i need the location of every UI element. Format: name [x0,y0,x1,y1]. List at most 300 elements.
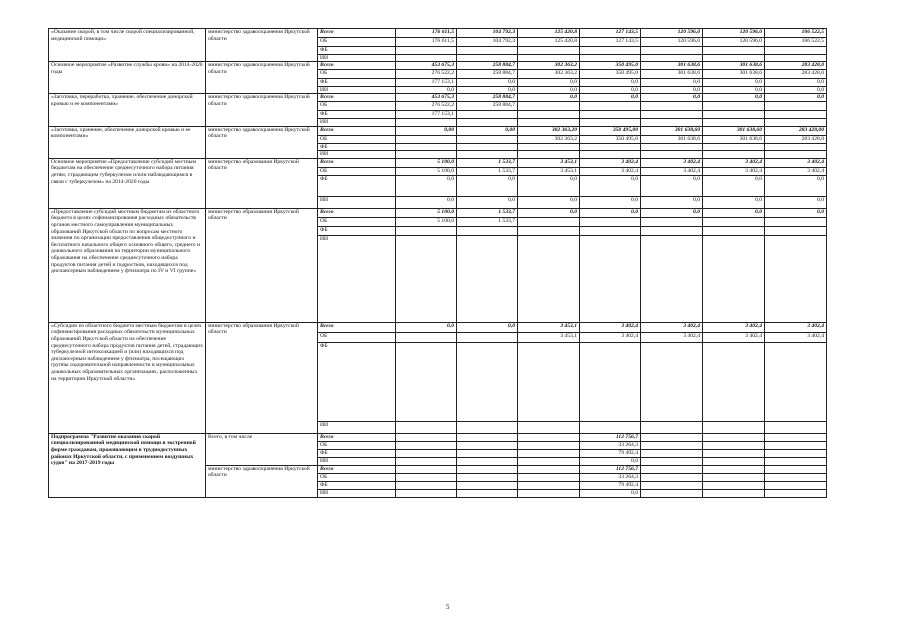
amount-cell [457,457,518,465]
amount-cell: 3 402,4 [641,332,703,342]
amount-cell: 0,0 [580,86,641,94]
funding-source: ОБ [318,217,396,226]
amount-cell: 350 495,0 [580,135,641,143]
amount-cell [518,143,580,151]
amount-cell [518,54,580,62]
funding-source: Всего [318,208,396,217]
activity-name: «Предоставление субсидий местным бюджетам из областного бюджета в целях софинансирования расходных обязательств органов местного самоуправления муниципальных образований Иркутской области по вопросам местного значения по организации предоставления общедоступного и бесплатного начального общего основного общего, среднего и дошкольного образования на территории муниципального образования на обеспечение среднесуточного набора продуктов питания детей и подростков, находящихся под диспансерным наблюдением у фтизиатра по IV и VI группе» [49,208,206,322]
amount-cell: 3 402,4 [580,167,641,175]
amount-cell: 0,0 [703,196,765,208]
amount-cell [580,102,641,111]
amount-cell [703,433,765,441]
funding-source: ОБ [318,135,396,143]
amount-cell [518,102,580,111]
amount-cell [641,143,703,151]
amount-cell [641,449,703,457]
funding-source: ФБ [318,111,396,119]
amount-cell [703,226,765,235]
amount-cell [457,332,518,342]
amount-cell: 3 453,1 [518,332,580,342]
amount-cell: 33 264,3 [580,473,641,481]
amount-cell: 79 492,4 [580,449,641,457]
amount-cell: 3 402,4 [703,332,765,342]
amount-cell: 3 402,4 [765,332,827,342]
amount-cell [518,465,580,473]
amount-cell [396,457,457,465]
amount-cell [396,421,457,433]
amount-cell: 258 884,7 [457,94,518,102]
amount-cell: 0,0 [765,175,827,196]
amount-cell: 283 428,00 [765,126,827,135]
table-row [49,322,827,332]
amount-cell: 3 402,4 [703,322,765,332]
amount-cell [703,151,765,159]
amount-cell [703,489,765,497]
activity-name: «Оказание скорой, в том числе скорой специализированной, медицинской помощи» [49,29,206,62]
funding-source: ОБ [318,441,396,449]
executor-name: министерство образования Иркутской области [206,208,318,322]
amount-cell [396,47,457,55]
amount-cell [518,226,580,235]
amount-cell [641,421,703,433]
amount-cell [580,111,641,119]
amount-cell [641,473,703,481]
amount-cell [580,47,641,55]
amount-cell [457,342,518,421]
amount-cell [641,226,703,235]
amount-cell [457,473,518,481]
amount-cell: 3 402,4 [765,167,827,175]
amount-cell: 0,0 [703,175,765,196]
amount-cell: 283 428,0 [765,62,827,70]
amount-cell: 79 492,4 [580,481,641,489]
amount-cell: 301 638,60 [703,126,765,135]
amount-cell [518,449,580,457]
funding-source: ИИ [318,118,396,126]
amount-cell [396,135,457,143]
amount-cell: 0,0 [580,208,641,217]
amount-cell [457,118,518,126]
amount-cell: 0,0 [703,79,765,87]
amount-cell: 0,0 [641,79,703,87]
amount-cell [765,433,827,441]
amount-cell [518,217,580,226]
amount-cell [765,235,827,322]
amount-cell [703,342,765,421]
amount-cell: 3 453,1 [518,167,580,175]
amount-cell: 3 402,4 [580,332,641,342]
amount-cell [641,235,703,322]
amount-cell [765,481,827,489]
amount-cell [580,235,641,322]
amount-cell: 276 522,2 [396,102,457,111]
amount-cell [641,465,703,473]
amount-cell: 350 495,0 [580,70,641,79]
funding-source: ИИ [318,196,396,208]
amount-cell [703,54,765,62]
amount-cell [396,433,457,441]
amount-cell [765,449,827,457]
amount-cell: 0,0 [641,86,703,94]
amount-cell [457,151,518,159]
activity-name: «Заготовка, переработка, хранение, обеспечение донорской кровью и ее компонентами» [49,94,206,126]
executor-name: министерство образования Иркутской области [206,158,318,208]
amount-cell: 258 884,7 [457,102,518,111]
amount-cell [457,465,518,473]
amount-cell [518,473,580,481]
funding-source: Всего [318,29,396,38]
amount-cell [703,481,765,489]
amount-cell: 106 522,5 [765,29,827,38]
amount-cell [703,102,765,111]
funding-source: ИИ [318,235,396,322]
amount-cell [641,489,703,497]
amount-cell: 301 638,6 [703,62,765,70]
amount-cell [396,235,457,322]
page-number: 5 [446,603,450,611]
funding-source: ФБ [318,143,396,151]
activity-name: «Заготовка, хранение, обеспечение донорской кровью и ее компонентами» [49,126,206,158]
amount-cell [396,151,457,159]
amount-cell: 0,00 [457,126,518,135]
amount-cell [518,151,580,159]
amount-cell [765,111,827,119]
amount-cell [457,226,518,235]
funding-source: Всего [318,433,396,441]
amount-cell [703,235,765,322]
amount-cell [765,473,827,481]
amount-cell [396,118,457,126]
amount-cell: 302 363,2 [518,135,580,143]
amount-cell: 301 638,6 [703,70,765,79]
amount-cell: 302 363,2 [518,70,580,79]
amount-cell: 120 596,0 [703,29,765,38]
table-row [49,29,827,38]
amount-cell [518,481,580,489]
amount-cell: 0,0 [765,196,827,208]
amount-cell [396,449,457,457]
amount-cell: 0,0 [457,175,518,196]
funding-source: ФБ [318,79,396,87]
amount-cell: 0,0 [580,457,641,465]
amount-cell: 106 522,5 [765,38,827,47]
amount-cell: 0,0 [518,79,580,87]
amount-cell [518,235,580,322]
table-row [49,126,827,135]
amount-cell: 176 611,5 [396,38,457,47]
amount-cell: 0,0 [765,208,827,217]
amount-cell [703,441,765,449]
amount-cell: 453 675,3 [396,62,457,70]
amount-cell: 302 363,20 [518,126,580,135]
funding-source: ОБ [318,473,396,481]
amount-cell [765,217,827,226]
amount-cell [457,235,518,322]
amount-cell: 301 638,6 [641,135,703,143]
amount-cell [396,342,457,421]
amount-cell: 0,0 [580,94,641,102]
executor-name: министерство здравоохранения Иркутской области [206,126,318,158]
amount-cell: 0,0 [765,79,827,87]
amount-cell: 0,0 [703,86,765,94]
amount-cell: 283 428,0 [765,135,827,143]
funding-source: Всего [318,158,396,167]
amount-cell: 1 533,7 [457,217,518,226]
amount-cell: 453 675,3 [396,94,457,102]
amount-cell [765,102,827,111]
amount-cell [457,111,518,119]
amount-cell: 5 100,0 [396,167,457,175]
amount-cell: 0,0 [703,208,765,217]
amount-cell [457,421,518,433]
amount-cell: 0,0 [457,79,518,87]
amount-cell: 350 495,00 [580,126,641,135]
amount-cell: 3 402,4 [580,322,641,332]
amount-cell [396,54,457,62]
amount-cell [641,481,703,489]
amount-cell [703,465,765,473]
amount-cell: 104 792,3 [457,29,518,38]
funding-source: ОБ [318,38,396,47]
amount-cell [765,151,827,159]
table-row [49,62,827,70]
amount-cell: 0,0 [703,94,765,102]
amount-cell: 0,0 [641,94,703,102]
amount-cell [765,118,827,126]
amount-cell [580,342,641,421]
funding-source: ОБ [318,102,396,111]
activity-name: «Субсидии из областного бюджета местным бюджетам в целях софинансирования расходных обязательств муниципальных образований Иркутской области на обеспечение среднесуточного набора продуктов питания детей, страдающих туберкулезной интоксикацией и (или) находящихся под диспансерным наблюдением у фтизиатра, посещающих группы оздоровительной направленности в муниципальных дошкольных образовательных организациях, расположенных на территории Иркутской области» [49,322,206,433]
amount-cell: 301 638,6 [641,62,703,70]
amount-cell: 125 420,8 [518,29,580,38]
amount-cell: 125 420,8 [518,38,580,47]
amount-cell [765,465,827,473]
amount-cell: 120 596,0 [703,38,765,47]
amount-cell: 3 402,4 [703,158,765,167]
amount-cell: 3 402,4 [765,322,827,332]
amount-cell: 127 143,5 [580,29,641,38]
amount-cell [580,54,641,62]
amount-cell [396,143,457,151]
amount-cell [580,118,641,126]
funding-source: ФБ [318,47,396,55]
funding-source: Всего [318,322,396,332]
amount-cell [765,226,827,235]
funding-source: ИИ [318,421,396,433]
amount-cell: 301 638,6 [641,70,703,79]
amount-cell: 3 453,1 [518,322,580,332]
amount-cell: 0,0 [396,86,457,94]
amount-cell [641,47,703,55]
executor-name: министерство здравоохранения Иркутской области [206,29,318,62]
funding-source: Всего [318,465,396,473]
amount-cell [518,111,580,119]
amount-cell [518,47,580,55]
amount-cell [518,118,580,126]
table-body [49,29,827,498]
amount-cell [580,217,641,226]
amount-cell: 0,0 [518,86,580,94]
amount-cell: 3 453,1 [518,158,580,167]
table-row [49,158,827,167]
funding-source: ФБ [318,175,396,196]
amount-cell [765,421,827,433]
amount-cell: 33 264,3 [580,441,641,449]
amount-cell [703,111,765,119]
executor-name: министерство здравоохранения Иркутской области [206,465,318,497]
amount-cell [641,342,703,421]
table-row [49,208,827,217]
amount-cell: 3 402,4 [641,158,703,167]
amount-cell: 120 596,0 [641,38,703,47]
amount-cell: 0,0 [765,86,827,94]
amount-cell: 350 495,0 [580,62,641,70]
amount-cell: 258 884,7 [457,70,518,79]
amount-cell: 0,0 [641,196,703,208]
amount-cell: 0,0 [641,208,703,217]
amount-cell: 301 638,60 [641,126,703,135]
amount-cell: 104 792,3 [457,38,518,47]
amount-cell [457,433,518,441]
funding-source: Всего [318,94,396,102]
funding-source: Всего [318,126,396,135]
amount-cell [580,143,641,151]
amount-cell: 3 402,4 [765,158,827,167]
budget-table [48,28,827,498]
amount-cell [641,118,703,126]
amount-cell [641,54,703,62]
amount-cell: 0,0 [518,94,580,102]
amount-cell [765,489,827,497]
activity-name: Основное мероприятие «Развитие службы крови» на 2014-2020 годы [49,62,206,94]
amount-cell [641,111,703,119]
amount-cell [703,143,765,151]
amount-cell [518,441,580,449]
amount-cell [457,481,518,489]
amount-cell [703,217,765,226]
funding-source: ФБ [318,342,396,421]
amount-cell: 0,0 [518,196,580,208]
funding-source: ФБ [318,226,396,235]
amount-cell: 302 363,2 [518,62,580,70]
amount-cell [703,449,765,457]
amount-cell [457,441,518,449]
amount-cell: 258 884,7 [457,62,518,70]
amount-cell: 0,0 [580,489,641,497]
amount-cell [703,457,765,465]
amount-cell: 177 153,1 [396,111,457,119]
amount-cell [457,449,518,457]
amount-cell [641,441,703,449]
amount-cell [457,135,518,143]
amount-cell: 0,00 [396,126,457,135]
amount-cell [703,421,765,433]
amount-cell [580,226,641,235]
amount-cell [765,457,827,465]
amount-cell: 3 402,4 [641,322,703,332]
amount-cell [641,217,703,226]
table-row [49,433,827,441]
amount-cell [641,433,703,441]
amount-cell: 3 402,4 [703,167,765,175]
amount-cell [641,102,703,111]
amount-cell: 283 428,0 [765,70,827,79]
amount-cell [457,143,518,151]
amount-cell: 120 596,0 [641,29,703,38]
amount-cell [765,441,827,449]
amount-cell: 0,0 [518,208,580,217]
amount-cell [457,54,518,62]
amount-cell: 0,0 [396,196,457,208]
amount-cell: 1 533,7 [457,158,518,167]
amount-cell: 0,0 [396,322,457,332]
amount-cell [518,489,580,497]
amount-cell: 3 402,4 [580,158,641,167]
activity-name: Подпрограмма "Развитие оказания скорой специализированной медицинской помощи в экстренной форме гражданам, проживающим в труднодоступных районах Иркутской области, с применением воздушных судов" на 2017-2019 годы [49,433,206,497]
funding-source: ОБ [318,167,396,175]
amount-cell: 0,0 [457,196,518,208]
amount-cell: 0,0 [518,175,580,196]
amount-cell: 127 143,5 [580,38,641,47]
table-row [49,94,827,102]
amount-cell: 1 533,7 [457,208,518,217]
amount-cell [765,54,827,62]
funding-source: ИИ [318,457,396,465]
amount-cell: 0,0 [457,322,518,332]
funding-source: ИИ [318,54,396,62]
amount-cell [457,47,518,55]
amount-cell: 0,0 [580,196,641,208]
amount-cell [396,441,457,449]
amount-cell: 0,0 [580,79,641,87]
amount-cell: 301 638,6 [703,135,765,143]
amount-cell: 176 611,5 [396,29,457,38]
amount-cell: 0,0 [396,175,457,196]
amount-cell: 0,0 [641,175,703,196]
executor-name: Всего, в том числе [206,433,318,465]
amount-cell [580,421,641,433]
executor-name: министерство образования Иркутской области [206,322,318,433]
funding-source: ФБ [318,481,396,489]
funding-source: ИИ [318,86,396,94]
amount-cell: 0,0 [765,94,827,102]
amount-cell: 5 100,0 [396,208,457,217]
amount-cell: 5 100,0 [396,158,457,167]
amount-cell [703,118,765,126]
amount-cell: 3 402,4 [641,167,703,175]
amount-cell: 177 153,1 [396,79,457,87]
funding-source: ИИ [318,151,396,159]
funding-source: ИИ [318,489,396,497]
executor-name: министерство здравоохранения Иркутской области [206,62,318,94]
amount-cell [641,457,703,465]
amount-cell [765,47,827,55]
amount-cell: 276 522,2 [396,70,457,79]
amount-cell: 112 756,7 [580,433,641,441]
amount-cell: 112 756,7 [580,465,641,473]
amount-cell [518,433,580,441]
amount-cell: 0,0 [457,86,518,94]
funding-source: ФБ [318,449,396,457]
amount-cell: 5 100,0 [396,217,457,226]
funding-source: ОБ [318,70,396,79]
funding-source: Всего [318,62,396,70]
amount-cell [641,151,703,159]
amount-cell [703,47,765,55]
funding-source: ОБ [318,332,396,342]
amount-cell [703,473,765,481]
amount-cell [518,421,580,433]
